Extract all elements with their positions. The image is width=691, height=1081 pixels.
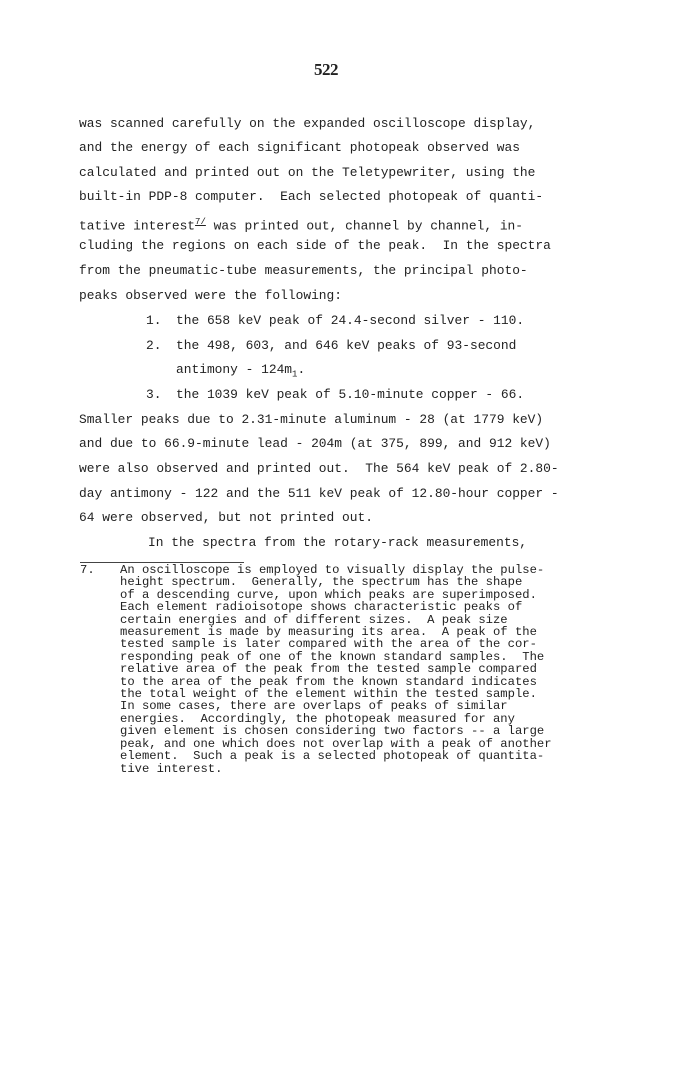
page-number: 522 xyxy=(314,60,338,79)
text: tative interest xyxy=(79,218,196,234)
body-line: 64 were observed, but not printed out. xyxy=(79,510,373,525)
body-line: and the energy of each significant photopeak observed was xyxy=(79,140,520,155)
paragraph-start: In the spectra from the rotary-rack measurements, xyxy=(148,535,528,550)
body-line: from the pneumatic-tube measurements, the principal photo- xyxy=(79,263,528,278)
list-item: the 658 keV peak of 24.4-second silver - 110. xyxy=(176,313,525,328)
body-line-footnote-ref xyxy=(79,214,523,234)
text: was printed out, channel by channel, in- xyxy=(205,218,524,234)
body-line: built-in PDP-8 computer. Each selected photopeak of quanti- xyxy=(79,189,544,204)
body-line: was scanned carefully on the expanded oscilloscope display, xyxy=(79,116,536,131)
text: . xyxy=(297,362,306,377)
body-line: and due to 66.9-minute lead - 204m (at 375, 899, and 912 keV) xyxy=(79,436,551,451)
footnote-reference: 7/ xyxy=(195,217,206,227)
list-number: 2. xyxy=(146,338,162,353)
footnote-number: 7. xyxy=(80,563,95,577)
list-item: the 498, 603, and 646 keV peaks of 93-second xyxy=(176,338,517,353)
footnote-text: An oscilloscope is employed to visually display the pulse- height spectrum. Generally, the spectrum has the shape of a descending curve, upon which peaks are superimposed. Each element radioisotope shows characteristic peaks of certain energies and of different sizes. A peak size measurement is made by measuring its area. A peak of the tested sample is later compared with the area of the cor- responding peak of one of the known standard samples. The relative area of the peak from the tested sample compared to the area of the peak from the known standard indicates the total weight of the element within the tested sample. In some cases, there are overlaps of peaks of similar energies. Accordingly, the photopeak measured for any given element is chosen considering two factors -- a large peak, and one which does not overlap with a peak of another element. Such a peak is a selected photopeak of quantita- tive interest. xyxy=(120,563,552,776)
text: antimony - 124m xyxy=(176,362,293,377)
list-item: the 1039 keV peak of 5.10-minute copper - 66. xyxy=(176,387,525,402)
list-number: 3. xyxy=(146,387,162,402)
body-line: calculated and printed out on the Teletypewriter, using the xyxy=(79,165,536,180)
body-line: Smaller peaks due to 2.31-minute aluminum - 28 (at 1779 keV) xyxy=(79,412,544,427)
body-line: cluding the regions on each side of the peak. In the spectra xyxy=(79,238,551,253)
list-number: 1. xyxy=(146,313,162,328)
subscript: 1 xyxy=(292,369,298,380)
list-item-continuation xyxy=(176,362,305,383)
body-line: day antimony - 122 and the 511 keV peak of 12.80-hour copper - xyxy=(79,486,559,501)
body-line: peaks observed were the following: xyxy=(79,288,343,303)
body-line: were also observed and printed out. The 564 keV peak of 2.80- xyxy=(79,461,559,476)
